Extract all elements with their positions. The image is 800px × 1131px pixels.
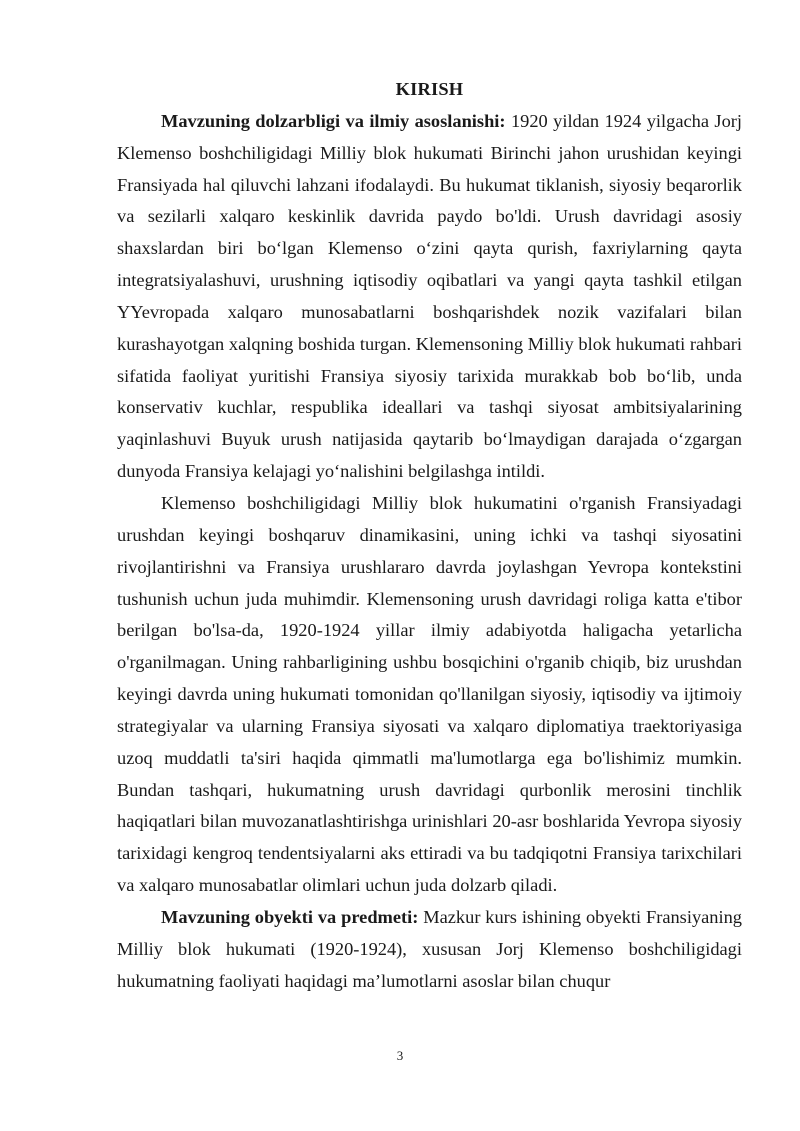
paragraph-lead: Mavzuning obyekti va predmeti: xyxy=(161,906,419,927)
page-number: 3 xyxy=(396,1048,404,1063)
paragraph-text: Klemenso boshchiligidagi Milliy blok hukumatini o'rganish Fransiyadagi urushdan keyingi boshqaruv dinamikasini, uning ichki va tashqi siyosatini rivojlantirishni va Fransiya urushlararo davrda joylashgan Yevropa kontekstini tushunish uchun juda muhimdir. Klemensoning urush davridagi roliga katta e'tibor berilgan bo'lsa-da, 1920-1924 yillar ilmiy adabiyotda haligacha yetarlicha o'rganilmagan. Uning rahbarligining ushbu bosqichini o'rganib chiqib, biz urushdan keyingi davrda uning hukumati tomonidan qo'llanilgan siyosiy, iqtisodiy va ijtimoiy strategiyalar va ularning Fransiya siyosati va xalqaro diplomatiya traektoriyasiga uzoq muddatli ta'siri haqida qimmatli ma'lumotlarga ega bo'lishimiz mumkin. Bundan tashqari, hukumatning urush davridagi qurbonlik merosini tinchlik haqiqatlari bilan muvozanatlashtirishga urinishlari 20-asr boshlarida Yevropa siyosiy tarixidagi kengroq tendentsiyalarni aks ettiradi va bu tadqiqotni Fransiya tarixchilari va xalqaro munosabatlar olimlari uchun juda dolzarb qiladi. xyxy=(117,492,742,896)
page-title: KIRISH xyxy=(395,79,464,99)
paragraph-lead: Mavzuning dolzarbligi va ilmiy asoslanishi: xyxy=(161,110,506,131)
paragraph-object-subject xyxy=(117,902,742,998)
paragraph-significance xyxy=(117,488,742,902)
paragraph-text: Mazkur kurs ishining obyekti Fransiyaning Milliy blok hukumati (1920-1924), xususan Jorj Klemenso boshchiligidagi hukumatning faoliyati haqidagi ma’lumotlarni asoslar bilan chuqur xyxy=(117,906,742,991)
page-body xyxy=(117,74,742,997)
paragraph-text: 1920 yildan 1924 yilgacha Jorj Klemenso boshchiligidagi Milliy blok hukumati Birinchi jahon urushidan keyingi Fransiyada hal qiluvchi lahzani ifodalaydi. Bu hukumat tiklanish, siyosiy beqarorlik va sezilarli xalqaro keskinlik davrida paydo bo'ldi. Urush davridagi asosiy shaxslardan biri bo‘lgan Klemenso o‘zini qayta qurish, faxriylarning qayta integratsiyalashuvi, urushning iqtisodiy oqibatlari va yangi qayta tashkil etilgan YYevropada xalqaro munosabatlarni boshqarishdek nozik vazifalari bilan kurashayotgan xalqning boshida turgan. Klemensoning Milliy blok hukumati rahbari sifatida faoliyat yuritishi Fransiya siyosiy tarixida murakkab bob bo‘lib, unda konservativ kuchlar, respublika ideallari va tashqi siyosat ambitsiyalarining yaqinlashuvi Buyuk urush natijasida qaytarib bo‘lmaydigan darajada o‘zgargan dunyoda Fransiya kelajagi yo‘nalishini belgilashga intildi. xyxy=(117,110,742,482)
paragraph-relevance xyxy=(117,106,742,488)
